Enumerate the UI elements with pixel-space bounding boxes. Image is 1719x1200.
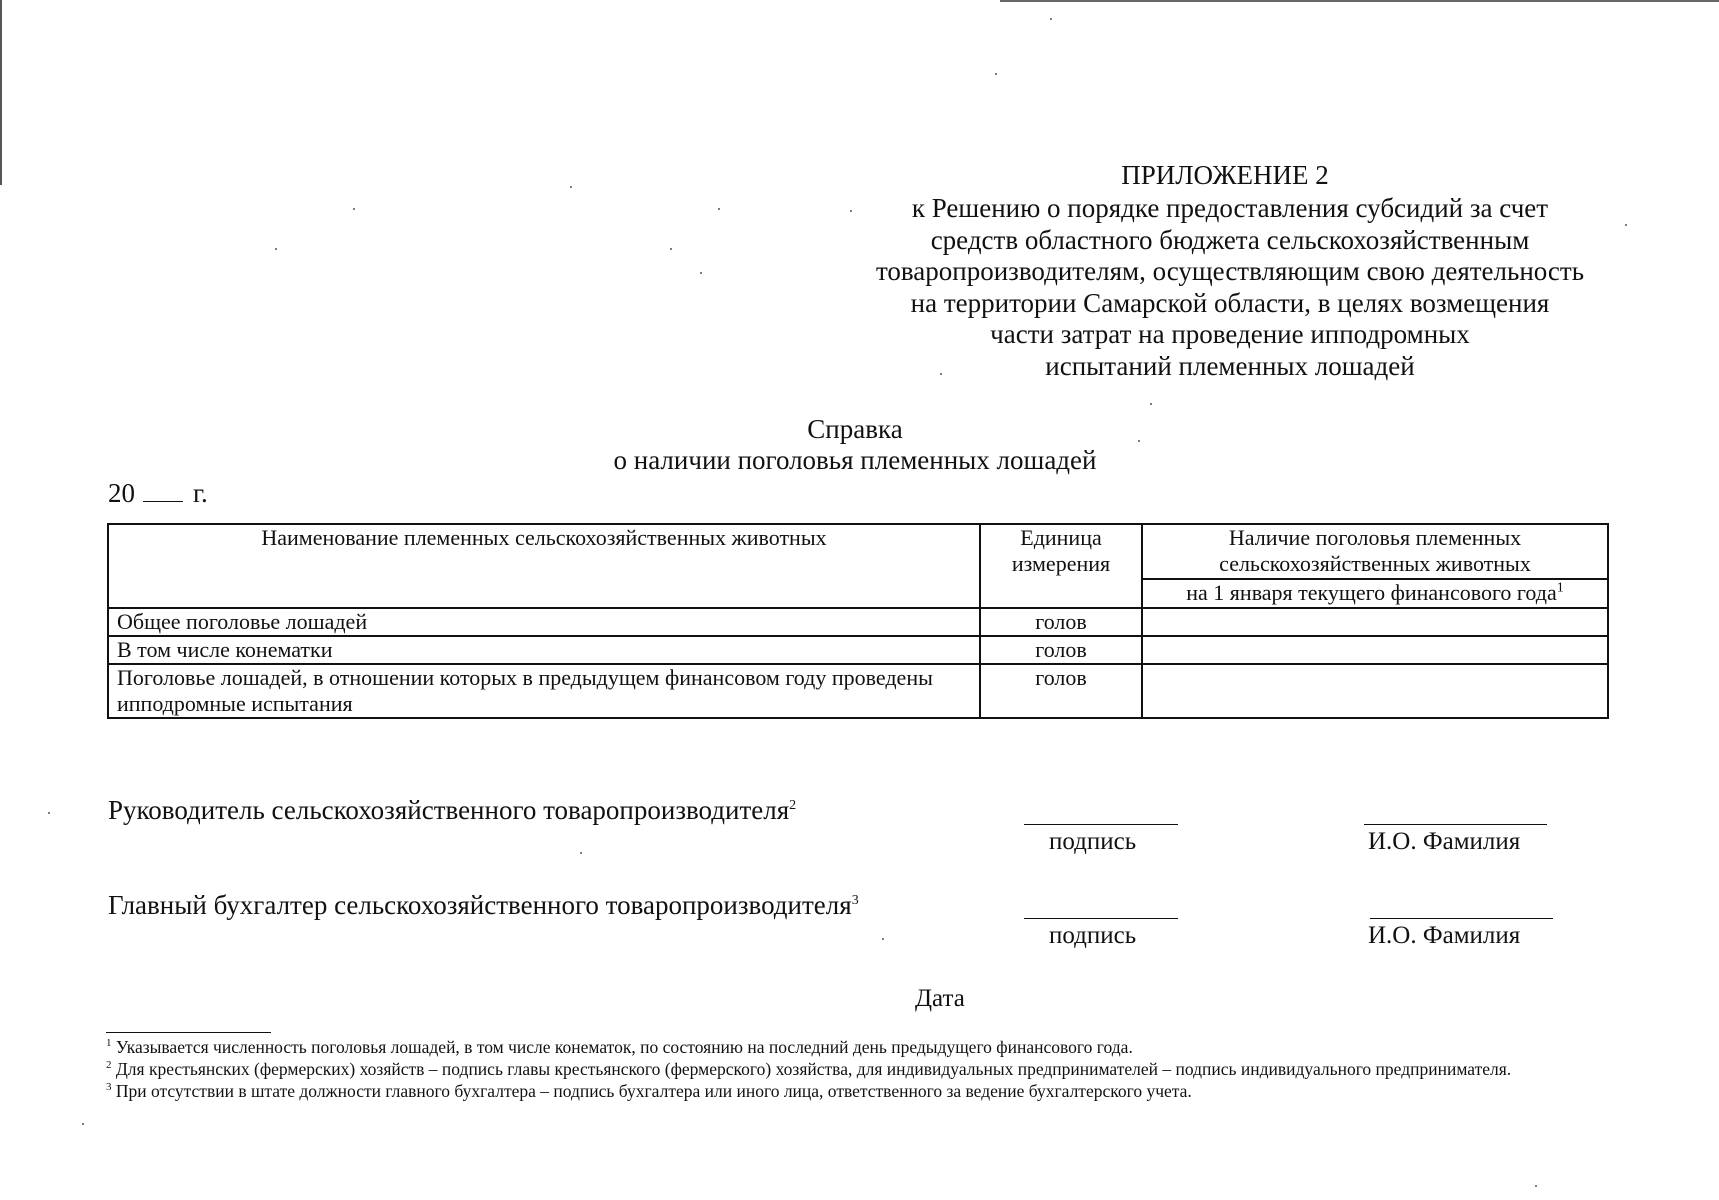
head-signature-line[interactable] [1024,824,1178,825]
footnote-ref: 3 [851,893,859,908]
appendix-line: на территории Самарской области, в целях возмещения [910,287,1550,318]
accountant-sign-caption: подпись [1049,922,1137,949]
row-value-cell[interactable] [1142,636,1608,664]
footnote-text: Для крестьянских (фермерских) хозяйств – подпись главы крестьянского (фермерского) хозяйства, для индивидуальных предпринимателей – подпись индивидуального предпринимателя. [115,1059,1512,1079]
scan-speck [353,208,355,210]
horses-table [107,523,1609,719]
scan-speck [82,1123,84,1125]
footnote-number: 1 [106,1037,112,1050]
appendix-line: части затрат на проведение ипподромных [990,319,1470,349]
document-subtitle: о наличии поголовья племенных лошадей [613,445,1097,475]
scan-edge-top [1000,0,1719,2]
scan-speck [1050,18,1052,20]
head-sign-caption: подпись [1049,828,1137,855]
footnote-number: 3 [106,1081,112,1094]
row-unit: голов [980,608,1142,636]
appendix-line: к Решению о порядке предоставления субсидий за счет [911,193,1549,223]
header-unit-line: Единица [1020,525,1102,550]
header-date [1142,579,1608,608]
scan-speck [275,248,277,250]
scan-speck [670,248,672,250]
header-availability: Наличие поголовья племенных сельскохозяйственных животных [1142,524,1608,579]
scan-edge-left [0,0,2,185]
head-name-caption: И.О. Фамилия [1368,828,1521,855]
footnotes [106,1036,1606,1102]
accountant-label-text: Главный бухгалтер сельскохозяйственного товаропроизводителя [108,890,852,920]
header-unit [980,524,1142,608]
table-row [108,608,1608,636]
scan-speck [882,938,884,940]
header-unit-line: измерения [1011,551,1111,576]
document-title: Справка [807,414,903,444]
accountant-name-caption: И.О. Фамилия [1368,922,1521,949]
row-name: В том числе конематки [108,636,980,664]
accountant-signature-line[interactable] [1024,918,1178,919]
row-value-cell[interactable] [1142,664,1608,718]
year-line [108,478,208,509]
appendix-text [850,193,1610,382]
accountant-signature-label [108,890,859,921]
year-blank-field[interactable] [143,479,183,502]
scan-speck [1150,403,1152,405]
appendix-line: товаропроизводителям, осуществляющим свою деятельность [875,256,1585,286]
scan-speck [995,73,997,75]
head-name-line[interactable] [1364,824,1547,825]
document-title-block [500,414,1210,476]
appendix-line: средств областного бюджета сельскохозяйственным [930,224,1530,255]
footnote-item [106,1036,1606,1058]
footnote-text: Указывается численность поголовья лошадей, в том числе конематок, по состоянию на последний день предыдущего финансового года. [115,1037,1133,1057]
row-unit: голов [980,664,1142,718]
year-prefix: 20 [108,478,135,508]
header-name: Наименование племенных сельскохозяйственных животных [108,524,980,608]
footnote-ref: 1 [1556,580,1564,596]
year-suffix: г. [193,478,208,508]
appendix-line: испытаний племенных лошадей [1045,350,1415,381]
head-label-text: Руководитель сельскохозяйственного товаропроизводителя [108,795,790,825]
scan-speck [1625,224,1627,226]
footnote-item [106,1058,1606,1080]
scan-speck [718,208,720,210]
footnote-number: 2 [106,1059,112,1072]
scan-speck [570,186,572,188]
appendix-title: ПРИЛОЖЕНИЕ 2 [1121,160,1329,190]
table-row [108,636,1608,664]
accountant-name-line[interactable] [1370,918,1553,919]
head-signature-label [108,795,796,826]
row-unit: голов [980,636,1142,664]
scan-speck [1535,1185,1537,1187]
footnote-text: При отсутствии в штате должности главного бухгалтера – подпись бухгалтера или иного лица, ответственного за ведение бухгалтерского учета. [115,1081,1192,1101]
table-row [108,664,1608,718]
footnote-item [106,1080,1606,1102]
header-date-text: на 1 января текущего финансового года [1186,580,1557,606]
footnote-divider [106,1032,271,1033]
row-name: Поголовье лошадей, в отношении которых в предыдущем финансовом году проведены ипподромные испытания [108,664,980,718]
scan-speck [48,812,50,814]
scan-speck [700,272,702,274]
footnote-ref: 2 [789,798,797,813]
row-value-cell[interactable] [1142,608,1608,636]
scan-speck [580,852,582,854]
table-header-row [108,524,1608,579]
row-name: Общее поголовье лошадей [108,608,980,636]
date-label: Дата [915,985,965,1012]
